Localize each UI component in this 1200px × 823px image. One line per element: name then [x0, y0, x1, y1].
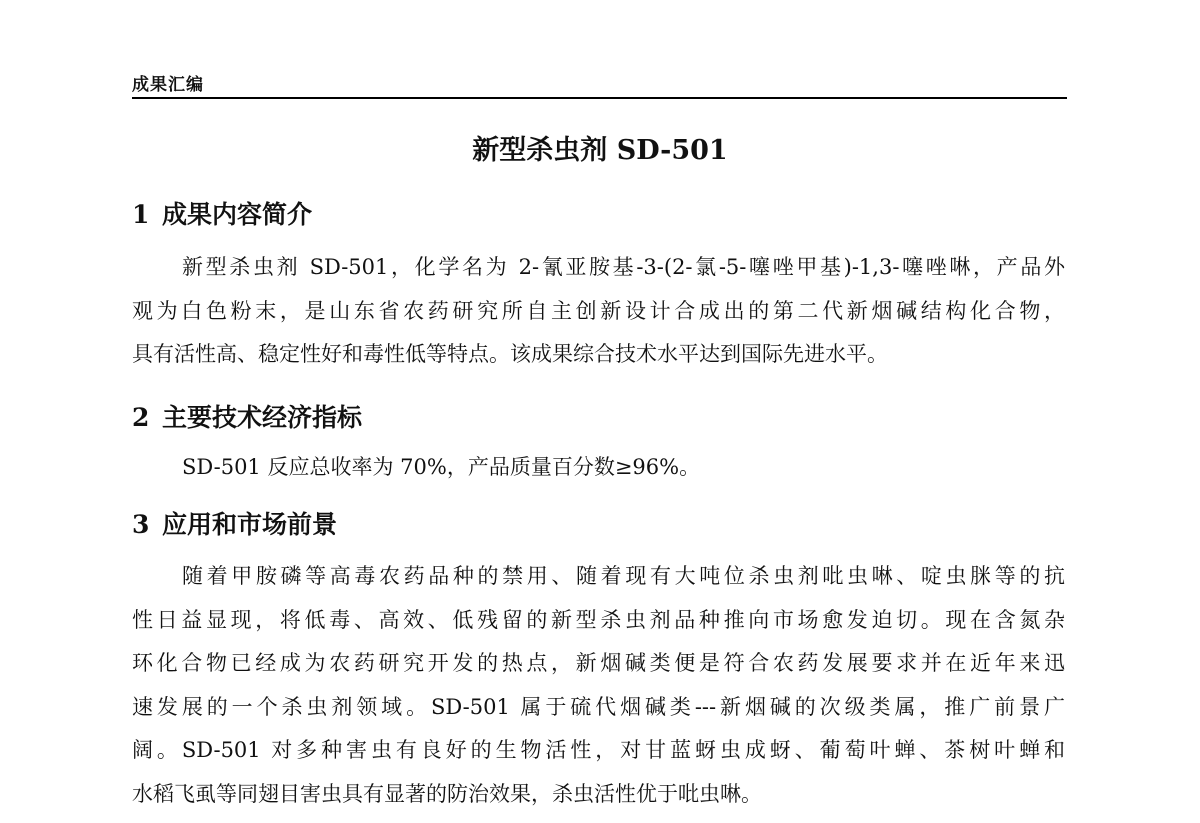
paragraph-line: 阔。SD-501 对多种害虫有良好的生物活性，对甘蓝蚜虫成蚜、葡萄叶蝉、茶树叶蝉和 [132, 738, 1065, 762]
section-1-paragraph [132, 246, 1065, 377]
paragraph-line: 随着甲胺磷等高毒农药品种的禁用、随着现有大吨位杀虫剂吡虫啉、啶虫脒等的抗 [182, 564, 1065, 588]
paragraph-line: 观为白色粉末，是山东省农药研究所自主创新设计合成出的第二代新烟碱结构化合物， [132, 298, 1065, 323]
section-heading-2 [132, 398, 362, 434]
section-number: 3 [132, 510, 150, 539]
document-title: 新型杀虫剂 SD-501 [472, 135, 728, 166]
running-header: 成果汇编 [132, 75, 204, 95]
section-heading-3 [132, 505, 337, 541]
section-title: 主要技术经济指标 [162, 403, 363, 432]
section-2-paragraph [132, 446, 1065, 490]
section-number: 2 [132, 403, 150, 432]
header-rule [132, 97, 1067, 99]
section-title: 应用和市场前景 [162, 510, 338, 539]
paragraph-line: 水稻飞虱等同翅目害虫具有显著的防治效果，杀虫活性优于吡虫啉。 [132, 781, 762, 806]
paragraph-line: 具有活性高、稳定性好和毒性低等特点。该成果综合技术水平达到国际先进水平。 [132, 342, 888, 366]
section-3-paragraph [132, 555, 1065, 816]
paragraph-line: SD-501 反应总收率为 70%，产品质量百分数≥96%。 [182, 455, 701, 479]
paragraph-line: 环化合物已经成为农药研究开发的热点，新烟碱类便是符合农药发展要求并在近年来迅 [132, 651, 1065, 675]
section-heading-1 [132, 195, 312, 231]
paragraph-line: 性日益显现，将低毒、高效、低残留的新型杀虫剂品种推向市场愈发迫切。现在含氮杂 [132, 607, 1065, 632]
section-number: 1 [132, 200, 150, 229]
paragraph-line: 速发展的一个杀虫剂领域。SD-501 属于硫代烟碱类---新烟碱的次级类属，推广前景广 [132, 694, 1065, 719]
section-title: 成果内容简介 [162, 200, 313, 229]
paragraph-line: 新型杀虫剂 SD-501，化学名为 2-氰亚胺基-3-(2-氯-5-噻唑甲基)-1,3-噻唑啉，产品外 [182, 255, 1065, 279]
